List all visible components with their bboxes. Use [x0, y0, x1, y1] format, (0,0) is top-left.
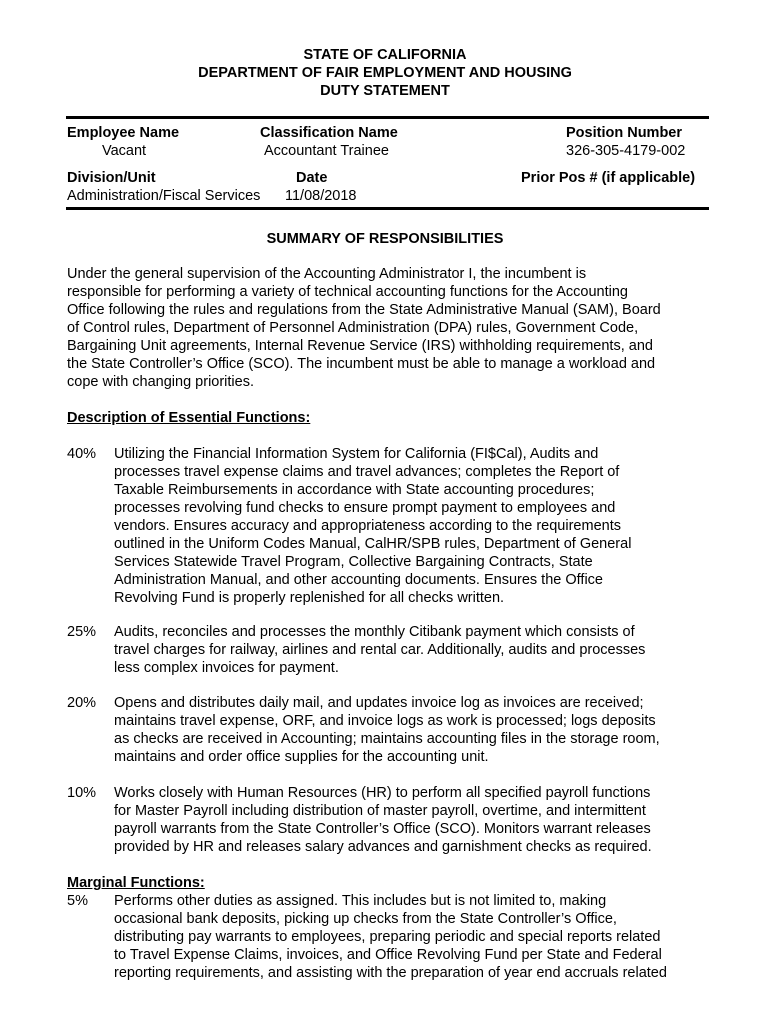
top-divider [66, 116, 709, 119]
employee-name-label: Employee Name [67, 125, 180, 141]
summary-title: SUMMARY OF RESPONSIBILITIES [266, 231, 504, 247]
function-percent: 25% [67, 624, 97, 640]
prior-position-label: Prior Pos # (if applicable) [521, 170, 696, 186]
function-line: provided by HR and releases salary advances and garnishment checks as required. [114, 839, 652, 855]
bottom-divider [66, 207, 709, 210]
function-description [114, 623, 645, 677]
function-line: Audits, reconciles and processes the monthly Citibank payment which consists of [114, 624, 635, 640]
function-percent: 10% [67, 785, 97, 801]
function-description [114, 445, 631, 607]
division-unit-value: Administration/Fiscal Services [67, 188, 261, 204]
summary-paragraph [67, 265, 697, 391]
function-line: for Master Payroll including distribution of master payroll, overtime, and intermittent [114, 803, 646, 819]
classification-name-label: Classification Name [260, 125, 398, 141]
summary-line: Bargaining Unit agreements, Internal Revenue Service (IRS) withholding requirements, and [67, 338, 653, 354]
header-department: DEPARTMENT OF FAIR EMPLOYMENT AND HOUSING [198, 65, 572, 81]
position-number-label: Position Number [566, 125, 683, 141]
function-description [114, 694, 660, 766]
division-unit-label: Division/Unit [67, 170, 156, 186]
date-label: Date [296, 170, 328, 186]
function-description [114, 892, 667, 982]
function-line: maintains travel expense, ORF, and invoice logs as work is processed; logs deposits [114, 713, 656, 729]
function-line: to Travel Expense Claims, invoices, and Office Revolving Fund per State and Federal [114, 947, 662, 963]
function-line: travel charges for railway, airlines and rental car. Additionally, audits and processes [114, 642, 646, 658]
marginal-functions-heading: Marginal Functions: [67, 875, 205, 891]
summary-line: responsible for performing a variety of technical accounting functions for the Accounting [67, 284, 628, 300]
function-percent: 5% [67, 893, 88, 909]
function-line: processes revolving fund checks to ensure prompt payment to employees and [114, 500, 616, 516]
document-header [0, 46, 770, 100]
date-value: 11/08/2018 [285, 188, 357, 204]
essential-functions-heading: Description of Essential Functions: [67, 410, 311, 426]
employee-name-value: Vacant [102, 143, 147, 159]
function-line: Works closely with Human Resources (HR) to perform all specified payroll functions [114, 785, 651, 801]
classification-name-value: Accountant Trainee [264, 143, 389, 159]
function-line: maintains and order office supplies for the accounting unit. [114, 749, 489, 765]
function-percent: 20% [67, 695, 97, 711]
function-line: as checks are received in Accounting; maintains accounting files in the storage room, [114, 731, 660, 747]
function-line: distributing pay warrants to employees, preparing periodic and special reports related [114, 929, 661, 945]
function-line: Performs other duties as assigned. This includes but is not limited to, making [114, 893, 607, 909]
header-state: STATE OF CALIFORNIA [303, 47, 467, 63]
function-percent: 40% [67, 446, 97, 462]
summary-line: of Control rules, Department of Personnel Administration (DPA) rules, Government Code, [67, 320, 639, 336]
position-number-value: 326-305-4179-002 [566, 143, 686, 159]
function-line: Opens and distributes daily mail, and updates invoice log as invoices are received; [114, 695, 644, 711]
function-line: Services Statewide Travel Program, Collective Bargaining Contracts, State [114, 554, 593, 570]
function-line: vendors. Ensures accuracy and appropriateness according to the requirements [114, 518, 621, 534]
summary-line: Under the general supervision of the Accounting Administrator I, the incumbent is [67, 266, 587, 282]
function-line: occasional bank deposits, picking up checks from the State Controller’s Office, [114, 911, 617, 927]
function-description [114, 784, 652, 856]
summary-line: Office following the rules and regulations from the State Administrative Manual (SAM), Board [67, 302, 661, 318]
function-line: reporting requirements, and assisting with the preparation of year end accruals related [114, 965, 667, 981]
summary-line: the State Controller’s Office (SCO). The incumbent must be able to manage a workload and [67, 356, 656, 372]
function-line: less complex invoices for payment. [114, 660, 339, 676]
header-document-title: DUTY STATEMENT [320, 83, 450, 99]
function-line: Revolving Fund is properly replenished for all checks written. [114, 590, 505, 606]
function-line: processes travel expense claims and travel advances; completes the Report of [114, 464, 620, 480]
function-line: Administration Manual, and other accounting documents. Ensures the Office [114, 572, 603, 588]
function-line: payroll warrants from the State Controller’s Office (SCO). Monitors warrant releases [114, 821, 651, 837]
summary-line: cope with changing priorities. [67, 374, 254, 390]
function-line: Taxable Reimbursements in accordance with State accounting procedures; [114, 482, 595, 498]
function-line: Utilizing the Financial Information System for California (FI$Cal), Audits and [114, 446, 599, 462]
function-line: outlined in the Uniform Codes Manual, CalHR/SPB rules, Department of General [114, 536, 632, 552]
